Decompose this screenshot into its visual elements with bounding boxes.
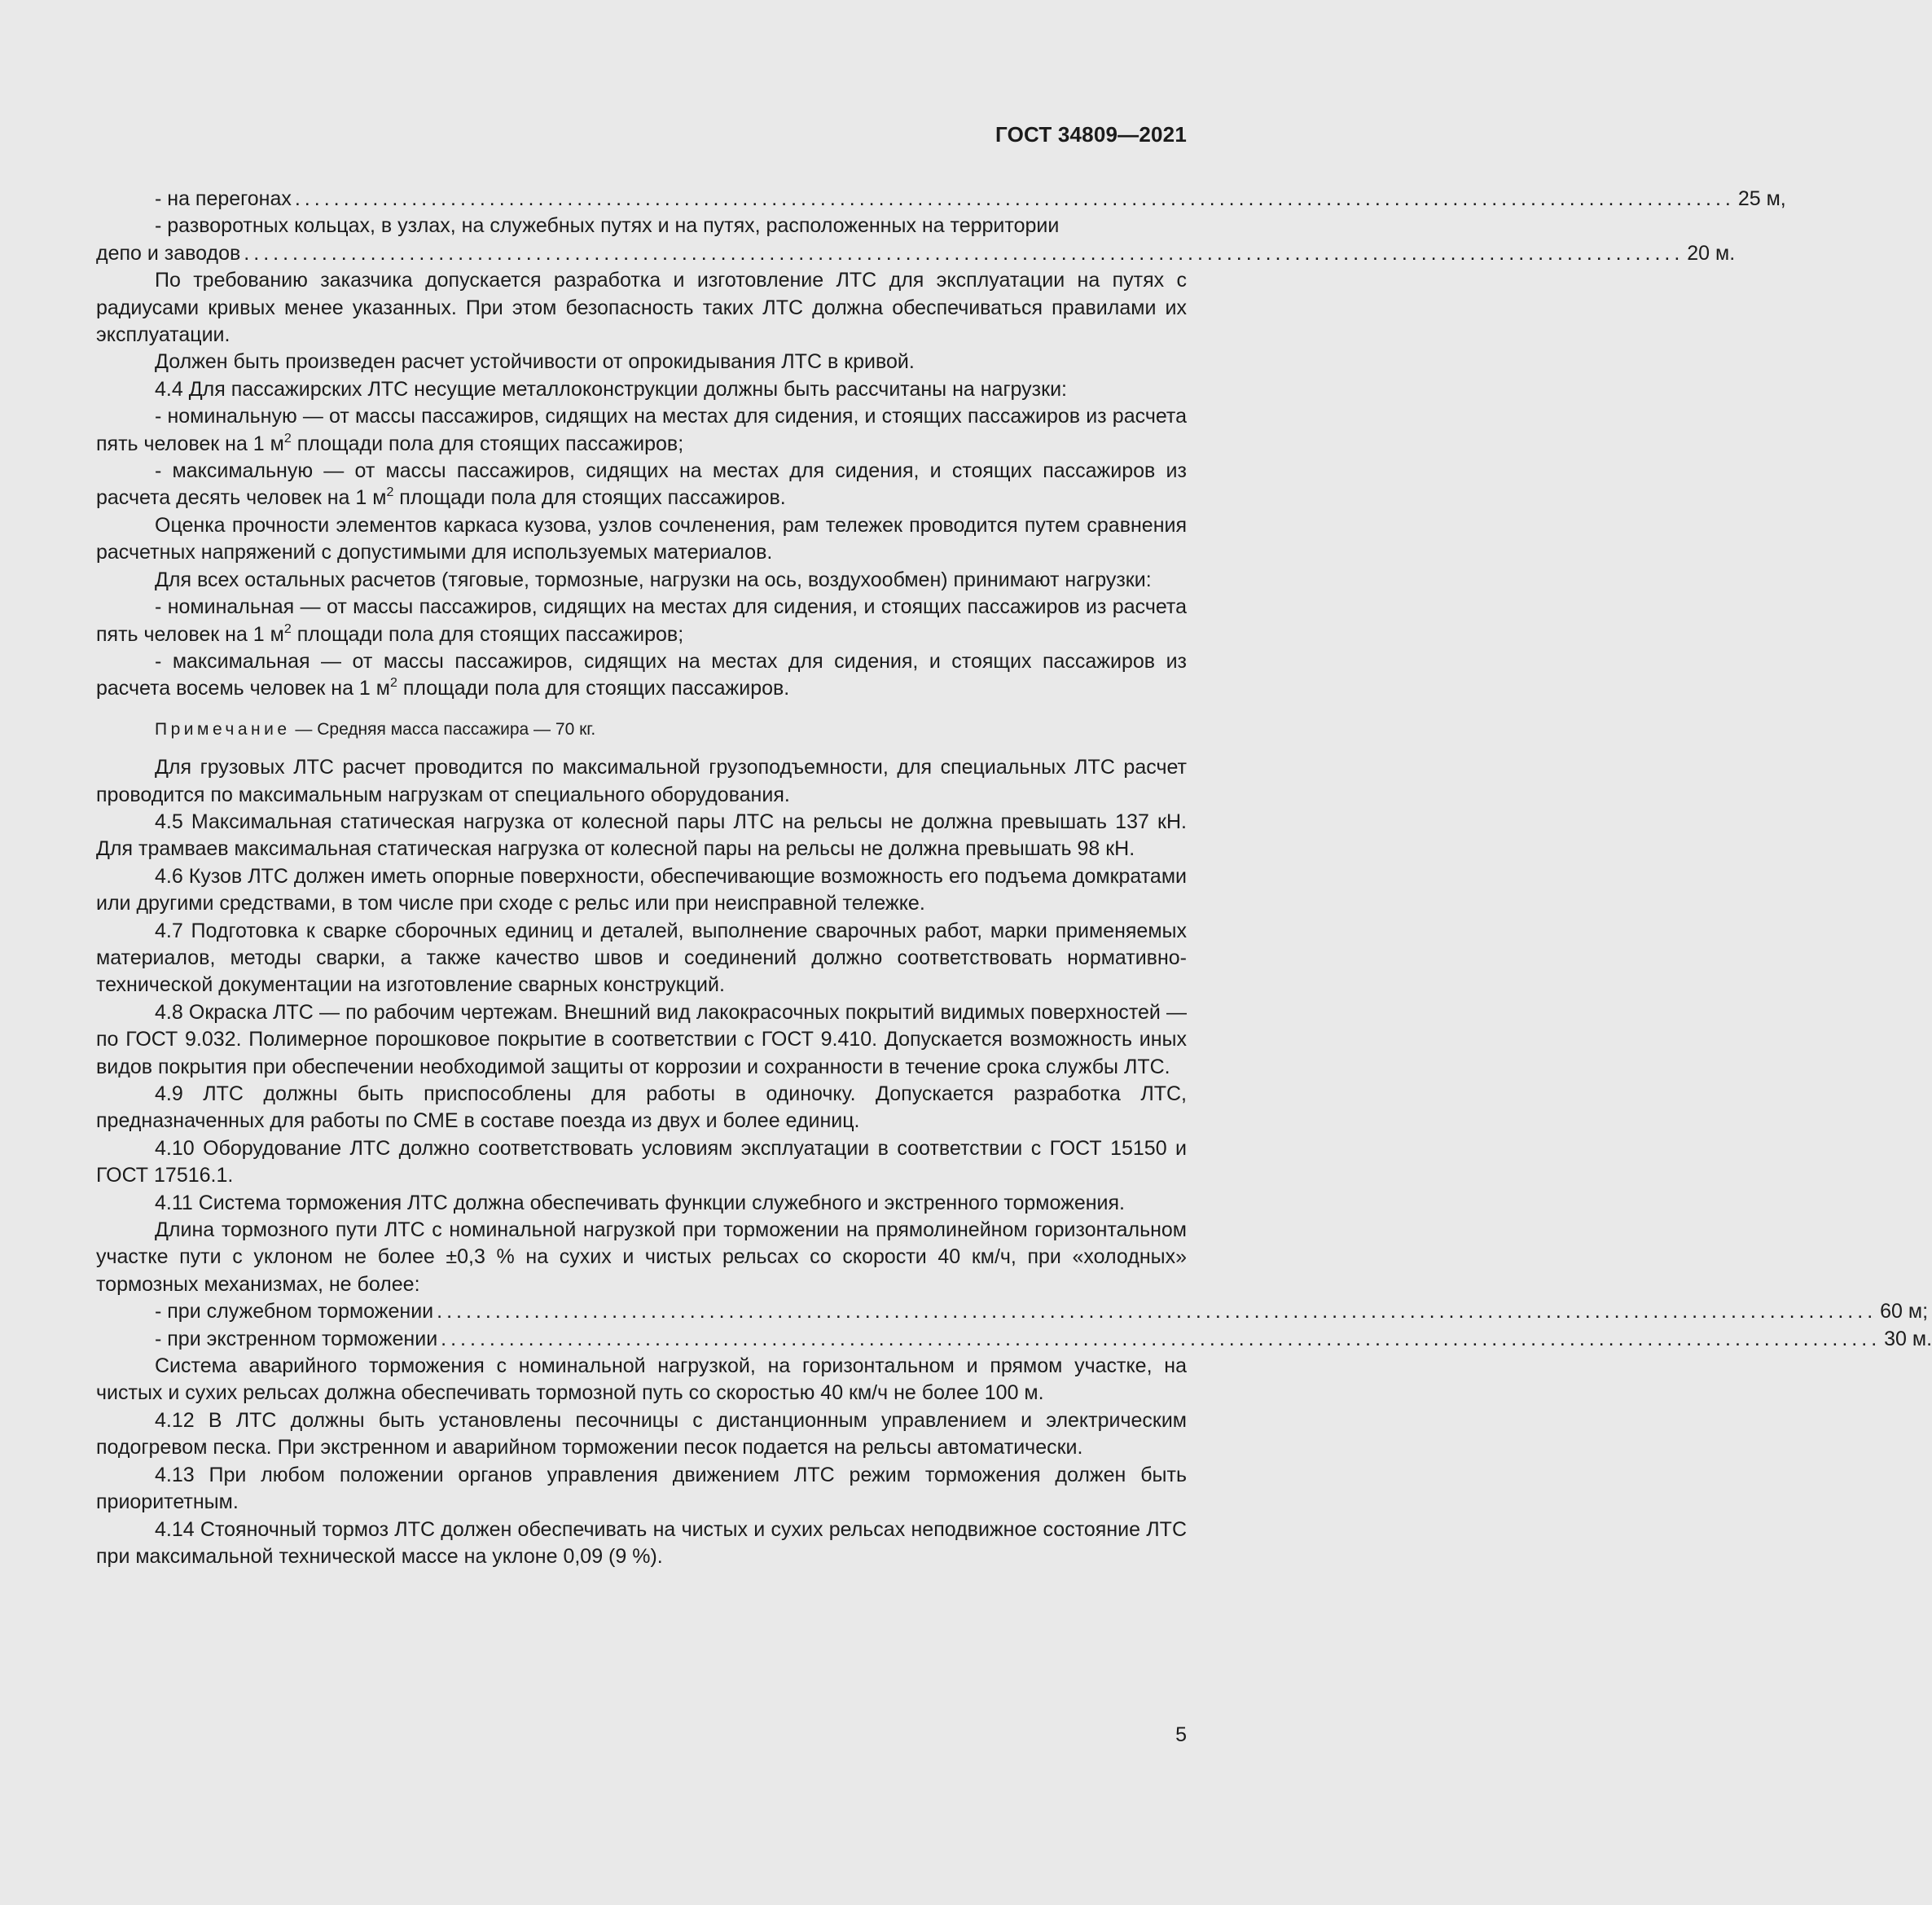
paragraph-strength: Оценка прочности элементов каркаса кузова, узлов сочленения, рам тележек проводится путем сравнения расчетных напряжений с допустимыми для используемых материалов. [96, 513, 1187, 564]
paragraph-overturn: Должен быть произведен расчет устойчивости от опрокидывания ЛТС в кривой. [155, 350, 915, 374]
superscript-2: 2 [283, 431, 292, 446]
note-text: — Средняя масса пассажира — 70 кг. [290, 719, 596, 739]
calc-max-text-end: площади пола для стоящих пассажиров. [397, 677, 790, 700]
paragraph-emergency-system: Система аварийного торможения с номинальной нагрузкой, на горизонтальном и прямом участке, на чистых и сухих рельсах должна обеспечивать тормозной путь со скоростью 40 км/ч не более 100 м. [96, 1354, 1187, 1405]
radius-depot-line [96, 240, 1736, 267]
clause-4-9: 4.9 ЛТС должны быть приспособлены для работы в одиночку. Допускается разработка ЛТС, предназначенных для работы по СМЕ в составе поезда из двух и более единиц. [96, 1082, 1187, 1133]
paragraph-customer: По требованию заказчика допускается разработка и изготовление ЛТС для эксплуатации на путях с радиусами кривых менее указанных. При этом безопасность таких ЛТС должна обеспечиваться правилами их эксплуатации. [96, 269, 1187, 347]
calc-max-item [96, 648, 1187, 703]
radius-depot-label: депо и заводов [96, 241, 241, 265]
braking-emergency-line [96, 1326, 1932, 1353]
radius-depot-value: 20 м. [1687, 241, 1736, 265]
radius-stretch-label: - на перегонах [155, 187, 292, 210]
dot-leader: .................................................................................................................................................... [441, 1327, 1882, 1350]
clause-4-4: 4.4 Для пассажирских ЛТС несущие металлоконструкции должны быть рассчитаны на нагрузки: [155, 377, 1067, 401]
clause-4-14: 4.14 Стояночный тормоз ЛТС должен обеспечивать на чистых и сухих рельсах неподвижное состояние ЛТС при максимальной технической массе на уклоне 0,09 (9 %). [96, 1517, 1187, 1568]
load-max-text-end: площади пола для стоящих пассажиров. [393, 486, 786, 510]
load-max-text: - максимальную — от массы пассажиров, сидящих на местах для сидения, и стоящих пассажиров из расчета десять человек на 1 м [96, 459, 1187, 510]
page-number: 5 [1175, 1723, 1187, 1746]
braking-emergency-label: - при экстренном торможении [155, 1327, 438, 1350]
note [96, 716, 1187, 743]
paragraph-braking-distance: Длина тормозного пути ЛТС с номинальной нагрузкой при торможении на прямолинейном горизонтальном участке пути с уклоном не более ±0,3 % на сухих и чистых рельсах со скорости 40 км/ч, при «холодных» тормозных механизмах, не более: [96, 1218, 1187, 1296]
radius-stretch-value: 25 м, [1737, 187, 1786, 210]
calc-nominal-text: - номинальная — от массы пассажиров, сидящих на местах для сидения, и стоящих пассажиров из расчета пять человек на 1 м [96, 595, 1187, 646]
clause-4-5: 4.5 Максимальная статическая нагрузка от колесной пары ЛТС на рельсы не должна превышать 137 кН. Для трамваев максимальная статическая нагрузка от колесной пары на рельсы не должна превышать 98 кН. [96, 810, 1187, 861]
clause-4-10: 4.10 Оборудование ЛТС должно соответствовать условиям эксплуатации в соответствии с ГОСТ 15150 и ГОСТ 17516.1. [96, 1136, 1187, 1187]
clause-4-11: 4.11 Система торможения ЛТС должна обеспечивать функции служебного и экстренного торможения. [155, 1191, 1125, 1214]
calc-nominal-text-end: площади пола для стоящих пассажиров; [291, 622, 684, 646]
dot-leader: .................................................................................................................................................... [437, 1300, 1877, 1323]
paragraph-cargo: Для грузовых ЛТС расчет проводится по максимальной грузоподъемности, для специальных ЛТС расчет проводится по максимальным нагрузкам от специального оборудования. [96, 756, 1187, 806]
standard-number-header: ГОСТ 34809—2021 [995, 122, 1187, 147]
radius-stretch-line [96, 186, 1786, 213]
radius-loops-line: - разворотных кольцах, в узлах, на служебных путях и на путях, расположенных на территории [155, 214, 1060, 238]
load-nominal-text: - номинальную — от массы пассажиров, сидящих на местах для сидения, и стоящих пассажиров из расчета пять человек на 1 м [96, 405, 1187, 455]
page-body [96, 186, 1932, 1570]
load-max-item [96, 458, 1187, 512]
clause-4-8: 4.8 Окраска ЛТС — по рабочим чертежам. Внешний вид лакокрасочных покрытий видимых поверхностей — по ГОСТ 9.032. Полимерное порошковое покрытие в соответствии с ГОСТ 9.410. Допускается возможность иных видов покрытия при обеспечении необходимой защиты от коррозии и сохранности в течение срока службы ЛТС. [96, 1000, 1187, 1078]
clause-4-6: 4.6 Кузов ЛТС должен иметь опорные поверхности, обеспечивающие возможность его подъема домкратами или другими средствами, в том числе при сходе с рельс или при неисправной тележке. [96, 864, 1187, 915]
braking-service-label: - при служебном торможении [155, 1300, 434, 1323]
braking-emergency-value: 30 м. [1884, 1327, 1932, 1350]
paragraph-other-calc: Для всех остальных расчетов (тяговые, тормозные, нагрузки на ось, воздухообмен) принимают нагрузки: [155, 568, 1152, 591]
dot-leader: .................................................................................................................................................... [294, 187, 1735, 210]
load-nominal-text-end: площади пола для стоящих пассажиров; [291, 432, 684, 455]
braking-service-value: 60 м; [1880, 1300, 1929, 1323]
load-nominal-item [96, 403, 1187, 458]
superscript-2: 2 [389, 676, 397, 691]
calc-nominal-item [96, 594, 1187, 648]
superscript-2: 2 [283, 621, 292, 636]
calc-max-text: - максимальная — от массы пассажиров, сидящих на местах для сидения, и стоящих пассажиров из расчета восемь человек на 1 м [96, 649, 1187, 700]
dot-leader: .................................................................................................................................................... [244, 241, 1684, 265]
braking-service-line [96, 1298, 1929, 1325]
clause-4-13: 4.13 При любом положении органов управления движением ЛТС режим торможения должен быть приоритетным. [96, 1463, 1187, 1514]
clause-4-12: 4.12 В ЛТС должны быть установлены песочницы с дистанционным управлением и электрическим подогревом песка. При экстренном и аварийном торможении песок подается на рельсы автоматически. [96, 1408, 1187, 1459]
clause-4-7: 4.7 Подготовка к сварке сборочных единиц и деталей, выполнение сварочных работ, марки применяемых материалов, методы сварки, а также качество швов и соединений должно соответствовать нормативно-технической документации на изготовление сварных конструкций. [96, 919, 1187, 997]
note-label: Примечание [155, 719, 291, 739]
superscript-2: 2 [386, 485, 394, 500]
